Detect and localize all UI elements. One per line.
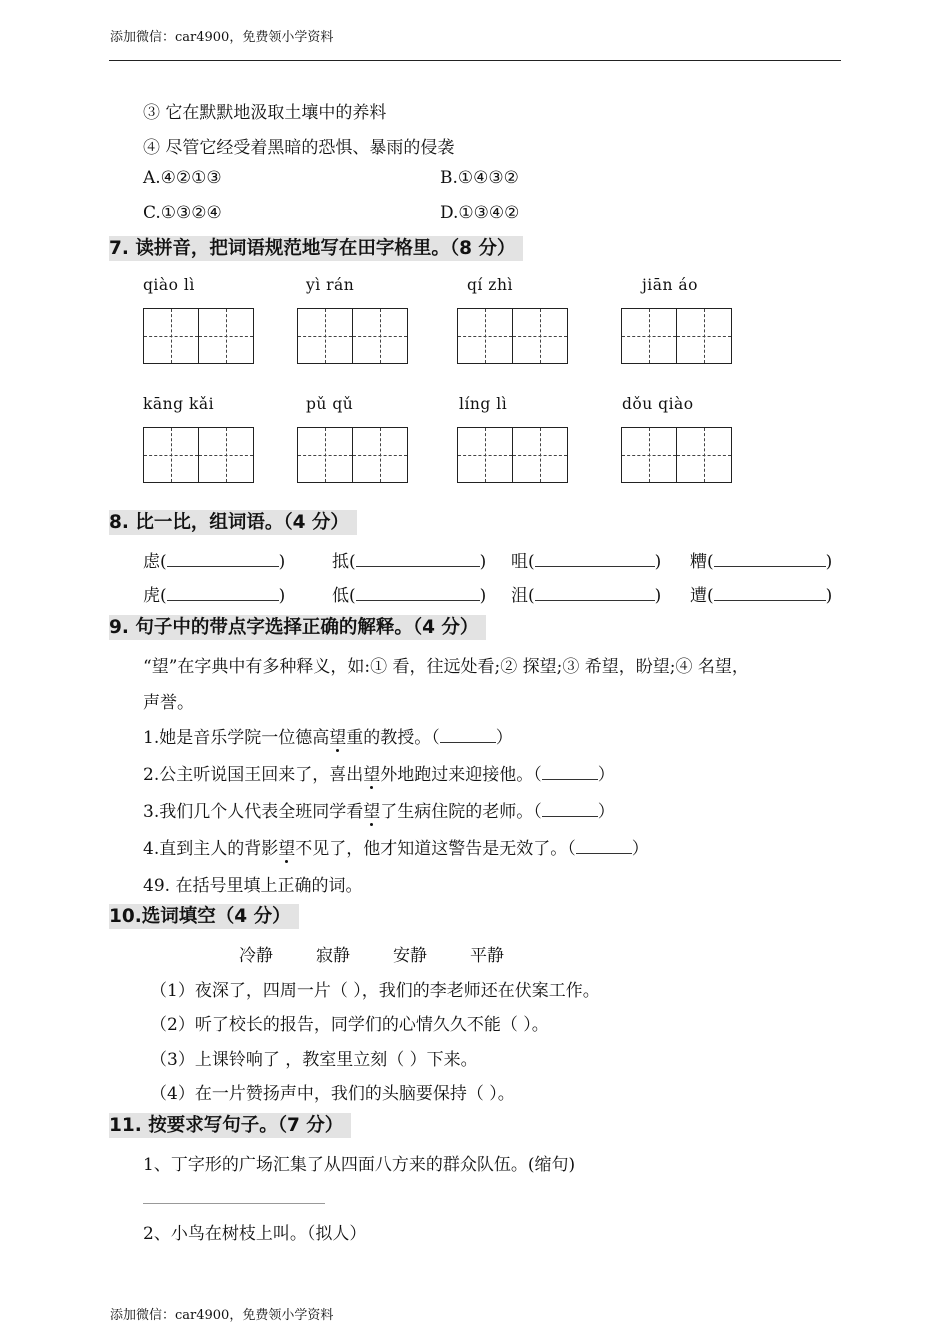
q7-pinyin-2: yì rán [306, 276, 355, 294]
q9-answer-2[interactable] [542, 765, 598, 780]
q8-item-2[interactable]: 抵( ) [332, 552, 487, 572]
q6-item-4: ④ 尽管它经受着黑暗的恐惧、暴雨的侵袭 [143, 138, 455, 158]
page-header: 添加微信：car4900，免费领小学资料 [110, 30, 334, 45]
q7-pinyin-8: dǒu qiào [622, 395, 694, 413]
q8-title: 8. 比一比，组词语。（4 分） [109, 510, 357, 535]
q7-tianzige-8[interactable] [621, 427, 732, 482]
q7-tianzige-7[interactable] [457, 427, 568, 482]
q6-item-3: ③ 它在默默地汲取土壤中的养料 [143, 103, 387, 123]
q6-option-d: D.①③④② [440, 203, 520, 223]
q10-word-1: 冷静 [239, 946, 273, 966]
q7-tianzige-3[interactable] [457, 308, 568, 363]
q10-title: 10.选词填空（4 分） [109, 904, 299, 929]
q10-word-4: 平静 [470, 946, 504, 966]
q7-pinyin-1: qiào lì [143, 276, 195, 294]
q9-sentence-1: 1.她是音乐学院一位德高望重的教授。（ ） [143, 723, 513, 748]
q10-sentence-2[interactable]: （2）听了校长的报告，同学们的心情久久不能（ ）。 [150, 1015, 549, 1035]
q7-tianzige-6[interactable] [297, 427, 408, 482]
q9-answer-1[interactable] [440, 728, 496, 743]
q8-item-1[interactable]: 虑( ) [143, 552, 286, 572]
q7-title: 7. 读拼音，把词语规范地写在田字格里。（8 分） [109, 236, 523, 261]
q10-sentence-3[interactable]: （3）上课铃响了 ，教室里立刻（ ）下来。 [150, 1050, 478, 1070]
q9-sentence-3: 3.我们几个人代表全班同学看望了生病住院的老师。（ ） [143, 797, 615, 822]
q7-pinyin-6: pǔ qǔ [306, 395, 354, 413]
q10-sentence-1[interactable]: （1）夜深了，四周一片（ ），我们的李老师还在伏案工作。 [150, 981, 600, 1001]
q11-sentence-1: 1、丁字形的广场汇集了从四面八方来的群众队伍。(缩句) [143, 1155, 576, 1175]
q9-answer-4[interactable] [576, 839, 632, 854]
q7-pinyin-7: líng lì [459, 395, 508, 413]
q9-intro-line-2: 声誉。 [143, 693, 194, 713]
q9-sentence-4: 4.直到主人的背影望不见了，他才知道这警告是无效了。（ ） [143, 834, 649, 859]
q10-sentence-4[interactable]: （4）在一片赞扬声中，我们的头脑要保持（ ）。 [150, 1084, 515, 1104]
q9-extra-line: 49. 在括号里填上正确的词。 [143, 876, 363, 896]
q7-tianzige-5[interactable] [143, 427, 254, 482]
q7-tianzige-4[interactable] [621, 308, 732, 363]
page-footer: 添加微信：car4900，免费领小学资料 [110, 1308, 334, 1323]
q8-item-7[interactable]: 沮( ) [511, 586, 662, 606]
q7-pinyin-3: qí zhì [467, 276, 513, 294]
q11-sentence-2: 2、小鸟在树枝上叫。（拟人） [143, 1224, 367, 1244]
q7-pinyin-4: jiān áo [642, 276, 698, 294]
q9-intro-line-1: “望”在字典中有多种释义，如:① 看，往远处看;② 探望;③ 希望，盼望;④ 名望， [143, 657, 749, 677]
q11-answer-line-1[interactable] [143, 1203, 325, 1204]
q11-title: 11. 按要求写句子。（7 分） [109, 1113, 351, 1138]
q7-tianzige-1[interactable] [143, 308, 254, 363]
q9-answer-3[interactable] [542, 802, 598, 817]
q6-option-a: A.④②①③ [143, 168, 222, 188]
q7-tianzige-2[interactable] [297, 308, 408, 363]
q7-pinyin-5: kāng kǎi [143, 395, 215, 413]
q9-title: 9. 句子中的带点字选择正确的解释。（4 分） [109, 615, 486, 640]
q8-item-6[interactable]: 低( ) [332, 586, 487, 606]
header-rule [109, 60, 841, 61]
q10-word-2: 寂静 [316, 946, 350, 966]
q8-item-8[interactable]: 遭( ) [690, 586, 833, 606]
q6-option-c: C.①③②④ [143, 203, 222, 223]
q8-item-5[interactable]: 虎( ) [143, 586, 286, 606]
q10-word-3: 安静 [393, 946, 427, 966]
q8-item-3[interactable]: 咀( ) [511, 552, 662, 572]
q9-sentence-2: 2.公主听说国王回来了，喜出望外地跑过来迎接他。（ ） [143, 760, 615, 785]
q8-item-4[interactable]: 糟( ) [690, 552, 833, 572]
q6-option-b: B.①④③② [440, 168, 519, 188]
